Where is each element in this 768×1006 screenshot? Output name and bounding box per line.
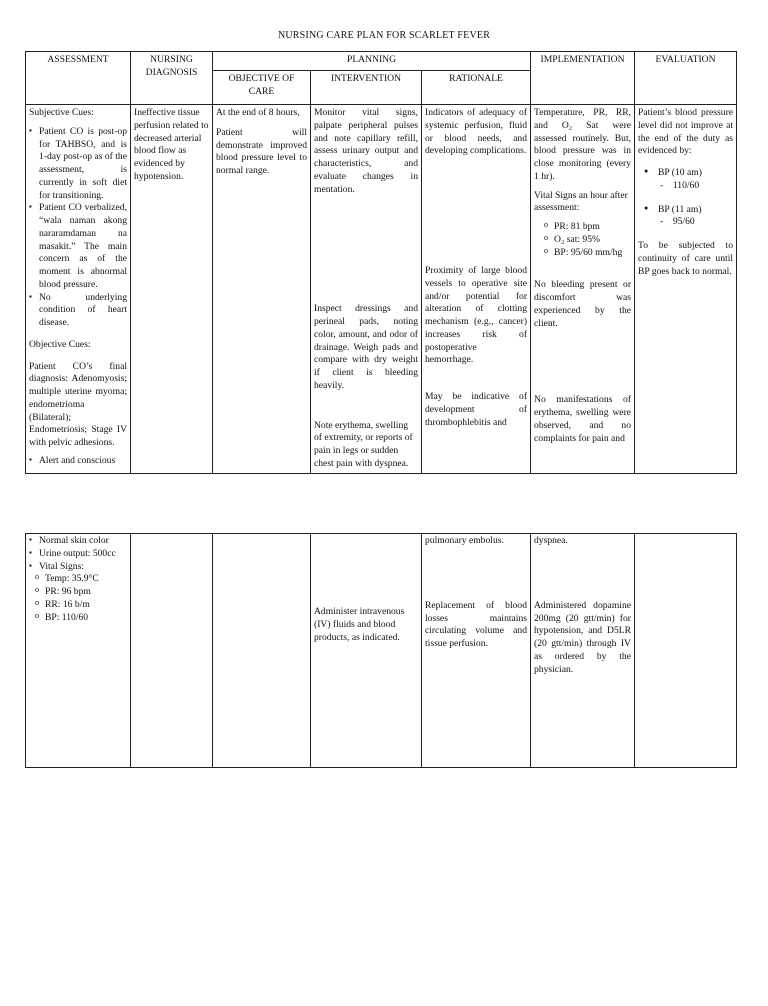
page-title: NURSING CARE PLAN FOR SCARLET FEVER: [277, 30, 491, 41]
header-planning: PLANNING: [213, 52, 531, 71]
rationale-3-cont: pulmonary embolus.: [425, 535, 504, 546]
header-implementation: IMPLEMENTATION: [531, 52, 635, 105]
assessment-cell: [26, 105, 131, 474]
implementation-5: dyspnea.: [534, 535, 568, 546]
assessment-cell-cont: [26, 534, 131, 768]
implementation-2: Vital Signs an hour after assessment:: [534, 189, 628, 214]
implementation-cell-cont: [531, 534, 635, 768]
evaluation-cell: [635, 105, 737, 474]
header-intervention: INTERVENTION: [311, 71, 422, 105]
header-rationale: RATIONALE: [422, 71, 531, 105]
intervention-4: Administer intravenous (IV) fluids and blood products, as indicated.: [314, 606, 405, 643]
header-objective: OBJECTIVE OF CARE: [213, 71, 311, 105]
final-diagnosis: Patient CO’s final diagnosis: Adenomyosis; multiple uterine myoma; endometrioma (Bilateral); Endometriosis; Stage IV with pelvic adhesions.: [29, 360, 127, 448]
objective-goal: Patient will demonstrate improved blood pressure level to normal range.: [216, 126, 307, 176]
vital-after: o O₂ sat: 95%: [542, 234, 631, 247]
rationale-1: Indicators of adequacy of systemic perfusion, fluid or blood needs, and developing complications.: [425, 107, 528, 157]
subjective-label: Subjective Cues:: [29, 107, 94, 118]
evaluation-bp1: ● BP (10 am): [638, 167, 733, 180]
implementation-4: No manifestations of erythema, swelling were observed, and no complaints for pain and: [534, 394, 632, 444]
vital-sign: o RR: 16 b/m: [33, 599, 127, 612]
evaluation-intro: Patient’s blood pressure level did not improve at the end of the duty as evidenced by:: [638, 107, 734, 157]
subjective-cue: ▪ Patient CO is post-op for TAHBSO, and is 1-day post-op as of the assessment, is currently in soft diet for transitioning.: [29, 126, 127, 203]
intervention-1: Monitor vital signs, palpate peripheral pulses and note capillary refill, assess urinary output and characteristics, and evaluate changes in mentation.: [314, 107, 418, 195]
header-nursing-diagnosis: NURSING DIAGNOSIS: [131, 52, 213, 105]
implementation-1: Temperature, PR, RR, and O₂ Sat were assessed routinely. But, blood pressure was in close monitoring (every 1 hr).: [534, 107, 632, 182]
evaluation-cell-cont: [635, 534, 737, 768]
intervention-cell: [311, 105, 422, 474]
objective-cell: [213, 105, 311, 474]
objective-cell-cont: [213, 534, 311, 768]
intervention-2: Inspect dressings and perineal pads, noting color, amount, and odor of drainage. Weigh pads and compare with dry weight if client is bleeding heavily.: [314, 303, 418, 391]
implementation-6: Administered dopamine 200mg (20 gtt/min) for hypotension, and D5LR (20 gtt/min) through IV as ordered by the physician.: [534, 599, 631, 675]
nursing-diagnosis-cell: Ineffective tissue perfusion related to decreased arterial blood flow as evidenced by hypotension.: [131, 105, 213, 474]
header-assessment: ASSESSMENT: [26, 52, 131, 105]
header-evaluation: EVALUATION: [635, 52, 737, 105]
intervention-cell-cont: [311, 534, 422, 768]
vital-sign: o BP: 110/60: [33, 612, 127, 625]
objective-cue: ▪ Urine output: 500cc: [29, 548, 127, 561]
care-plan-table-page2: [25, 533, 737, 768]
objective-label: Objective Cues:: [29, 338, 91, 350]
subjective-cue: ▪ No underlying condition of heart disease.: [29, 292, 127, 330]
vital-after: o BP: 95/60 mm/hg: [542, 247, 631, 260]
vital-sign: o Temp: 35.9°C: [33, 573, 127, 586]
rationale-2: Proximity of large blood vessels to operative site and/or potential for alteration of clotting mechanism (e.g., cancer) increases risk of postoperative hemorrhage.: [425, 265, 528, 366]
rationale-cell: [422, 105, 531, 474]
vital-after: o PR: 81 bpm: [542, 221, 631, 234]
rationale-cell-cont: [422, 534, 531, 768]
rationale-3: May be indicative of development of thrombophlebitis and: [425, 391, 528, 428]
nursing-diagnosis-cell-cont: [131, 534, 213, 768]
care-plan-table-page1: [25, 51, 737, 474]
evaluation-conclusion: To be subjected to continuity of care until BP goes back to normal.: [638, 240, 734, 277]
objective-timeframe: At the end of 8 hours,: [216, 107, 300, 118]
vital-sign: o PR: 96 bpm: [33, 586, 127, 599]
objective-cue: ▪ Alert and conscious: [29, 455, 127, 468]
evaluation-bp1-value: - 110/60: [660, 179, 700, 191]
rationale-4: Replacement of blood losses maintains circulating volume and tissue perfusion.: [425, 599, 527, 649]
objective-cue: ▪ Vital Signs:: [29, 561, 127, 574]
implementation-cell: [531, 105, 635, 474]
subjective-cue: ▪ Patient CO verbalized, “wala naman akong nararamdaman na masakit.” The main concern as of the moment is abnormal blood pressure.: [29, 202, 127, 291]
implementation-3: No bleeding present or discomfort was experienced by the client.: [534, 279, 632, 329]
intervention-3: Note erythema, swelling of extremity, or reports of pain in legs or sudden chest pain with dyspnea.: [314, 419, 413, 469]
objective-cue: ▪ Normal skin color: [29, 535, 127, 548]
evaluation-bp2: ● BP (11 am): [638, 204, 733, 217]
evaluation-bp2-value: - 95/60: [660, 216, 695, 228]
